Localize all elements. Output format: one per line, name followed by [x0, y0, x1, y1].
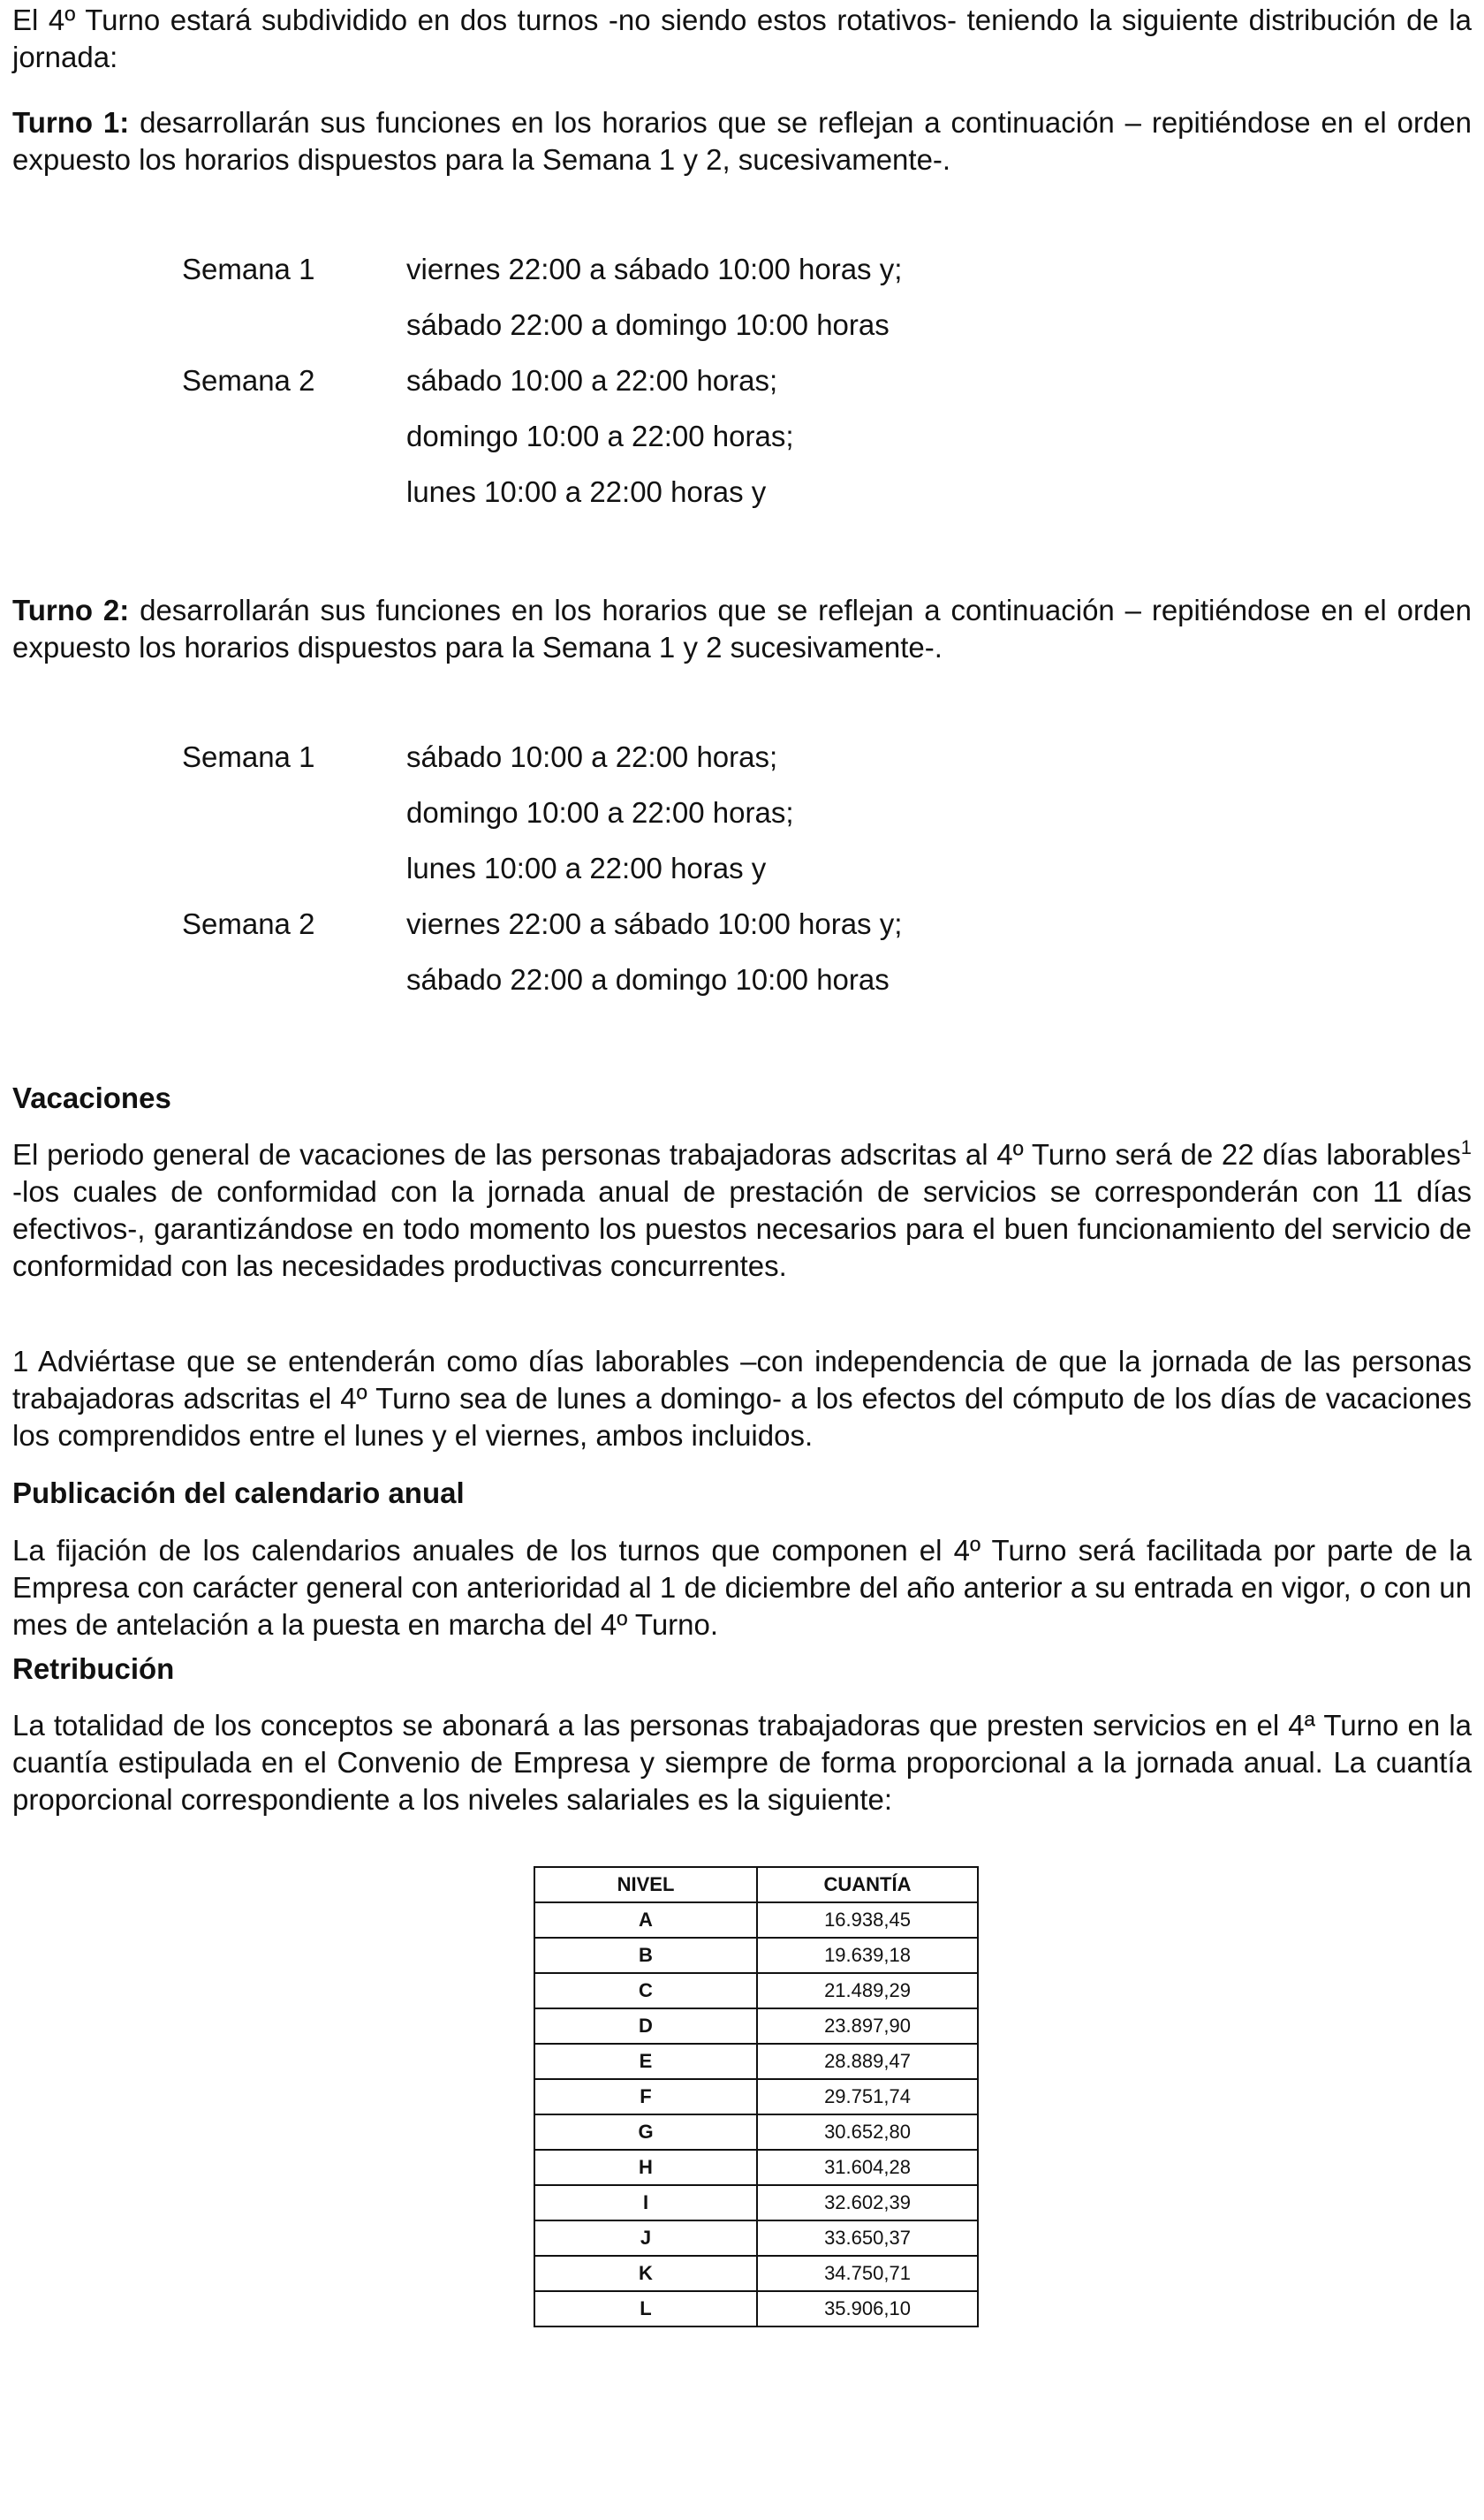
schedule-row: [182, 840, 1419, 896]
turno1-text: desarrollarán sus funciones en los horarios que se reflejan a continuación – repitiéndose en el orden expuesto los horarios dispuestos para la Semana 1 y 2, sucesivamente-.: [12, 106, 1472, 176]
calendario-heading: Publicación del calendario anual: [12, 1476, 465, 1509]
schedule-time: lunes 10:00 a 22:00 horas y: [406, 475, 767, 508]
schedule-row: [182, 353, 1419, 408]
vacaciones-text-before: El periodo general de vacaciones de las personas trabajadoras adscritas al 4º Turno será de 22 días laborables: [12, 1138, 1461, 1171]
table-row: [534, 2008, 978, 2044]
table-row: [534, 1973, 978, 2008]
turno2-schedule: [182, 729, 1419, 1007]
cuantia-cell: 23.897,90: [757, 2008, 978, 2044]
turno1-label: Turno 1:: [12, 106, 130, 139]
schedule-time: lunes 10:00 a 22:00 horas y: [406, 852, 767, 884]
cuantia-cell: 29.751,74: [757, 2079, 978, 2114]
schedule-week: Semana 2: [182, 364, 315, 397]
cuantia-cell: 35.906,10: [757, 2291, 978, 2326]
turno1-paragraph: [12, 104, 1472, 178]
nivel-cell: E: [534, 2044, 757, 2079]
table-row: [534, 1902, 978, 1938]
nivel-cell: C: [534, 1973, 757, 2008]
nivel-cell: A: [534, 1902, 757, 1938]
schedule-row: [182, 896, 1419, 952]
schedule-row: [182, 952, 1419, 1007]
table-row: [534, 2044, 978, 2079]
vacaciones-heading: Vacaciones: [12, 1082, 171, 1114]
table-header-row: [534, 1867, 978, 1902]
schedule-row: [182, 297, 1419, 353]
schedule-time: viernes 22:00 a sábado 10:00 horas y;: [406, 253, 903, 285]
nivel-cell: I: [534, 2185, 757, 2220]
retribucion-text: La totalidad de los conceptos se abonará a las personas trabajadoras que presten servicios en el 4ª Turno en la cuantía estipulada en el Convenio de Empresa y siempre de forma proporcional a la jornada anual. La cuantía proporcional correspondiente a los niveles salariales es la siguiente:: [12, 1709, 1472, 1816]
footnote-mark: 1: [1460, 1136, 1472, 1158]
cuantia-cell: 34.750,71: [757, 2256, 978, 2291]
cuantia-cell: 30.652,80: [757, 2114, 978, 2150]
turno2-label: Turno 2:: [12, 594, 130, 626]
nivel-cell: F: [534, 2079, 757, 2114]
calendario-text: La fijación de los calendarios anuales de los turnos que componen el 4º Turno será facilitada por parte de la Empresa con carácter general con anterioridad al 1 de diciembre del año anterior a su entrada en vigor, o con un mes de antelación a la puesta en marcha del 4º Turno.: [12, 1534, 1472, 1641]
turno2-text: desarrollarán sus funciones en los horarios que se reflejan a continuación – repitiéndose en el orden expuesto los horarios dispuestos para la Semana 1 y 2 sucesivamente-.: [12, 594, 1472, 664]
intro-paragraph: [12, 2, 1472, 76]
schedule-row: [182, 785, 1419, 840]
turno2-paragraph: [12, 592, 1472, 666]
nivel-cell: K: [534, 2256, 757, 2291]
footnote-text: 1 Adviértase que se entenderán como días laborables –con independencia de que la jornada de las personas trabajadoras adscritas el 4º Turno sea de lunes a domingo- a los efectos del cómputo de los días de vacaciones los comprendidos entre el lunes y el viernes, ambos incluidos.: [12, 1345, 1472, 1452]
cuantia-cell: 31.604,28: [757, 2150, 978, 2185]
calendario-paragraph: [12, 1532, 1472, 1643]
schedule-time: sábado 10:00 a 22:00 horas;: [406, 740, 778, 773]
schedule-week: Semana 1: [182, 740, 315, 773]
table-row: [534, 2220, 978, 2256]
cuantia-cell: 16.938,45: [757, 1902, 978, 1938]
table-row: [534, 2256, 978, 2291]
nivel-cell: B: [534, 1938, 757, 1973]
vacaciones-text-after: -los cuales de conformidad con la jornada anual de prestación de servicios se corresponderán con 11 días efectivos-, garantizándose en todo momento los puestos necesarios para el buen funcionamiento del servicio de conformidad con las necesidades productivas concurrentes.: [12, 1175, 1472, 1282]
nivel-cell: H: [534, 2150, 757, 2185]
salary-table: [534, 1866, 979, 2327]
schedule-week: Semana 2: [182, 907, 315, 940]
schedule-time: viernes 22:00 a sábado 10:00 horas y;: [406, 907, 903, 940]
schedule-time: sábado 10:00 a 22:00 horas;: [406, 364, 778, 397]
schedule-week: Semana 1: [182, 253, 315, 285]
column-header-nivel: NIVEL: [534, 1867, 757, 1902]
table-row: [534, 1938, 978, 1973]
turno1-schedule: [182, 241, 1419, 520]
schedule-row: [182, 408, 1419, 464]
schedule-row: [182, 464, 1419, 520]
schedule-time: domingo 10:00 a 22:00 horas;: [406, 796, 794, 829]
nivel-cell: G: [534, 2114, 757, 2150]
cuantia-cell: 33.650,37: [757, 2220, 978, 2256]
schedule-time: sábado 22:00 a domingo 10:00 horas: [406, 308, 890, 341]
cuantia-cell: 32.602,39: [757, 2185, 978, 2220]
cuantia-cell: 21.489,29: [757, 1973, 978, 2008]
nivel-cell: J: [534, 2220, 757, 2256]
schedule-time: sábado 22:00 a domingo 10:00 horas: [406, 963, 890, 996]
retribucion-heading: Retribución: [12, 1652, 175, 1685]
cuantia-cell: 28.889,47: [757, 2044, 978, 2079]
cuantia-cell: 19.639,18: [757, 1938, 978, 1973]
intro-text: El 4º Turno estará subdividido en dos turnos -no siendo estos rotativos- teniendo la siguiente distribución de la jornada:: [12, 4, 1472, 73]
table-row: [534, 2291, 978, 2326]
vacaciones-paragraph: [12, 1136, 1472, 1285]
schedule-row: [182, 241, 1419, 297]
schedule-row: [182, 729, 1419, 785]
column-header-cuantia: CUANTÍA: [757, 1867, 978, 1902]
table-row: [534, 2114, 978, 2150]
schedule-time: domingo 10:00 a 22:00 horas;: [406, 420, 794, 452]
retribucion-paragraph: [12, 1707, 1472, 1818]
nivel-cell: L: [534, 2291, 757, 2326]
table-row: [534, 2150, 978, 2185]
table-row: [534, 2079, 978, 2114]
table-row: [534, 2185, 978, 2220]
vacaciones-footnote: [12, 1343, 1472, 1454]
nivel-cell: D: [534, 2008, 757, 2044]
